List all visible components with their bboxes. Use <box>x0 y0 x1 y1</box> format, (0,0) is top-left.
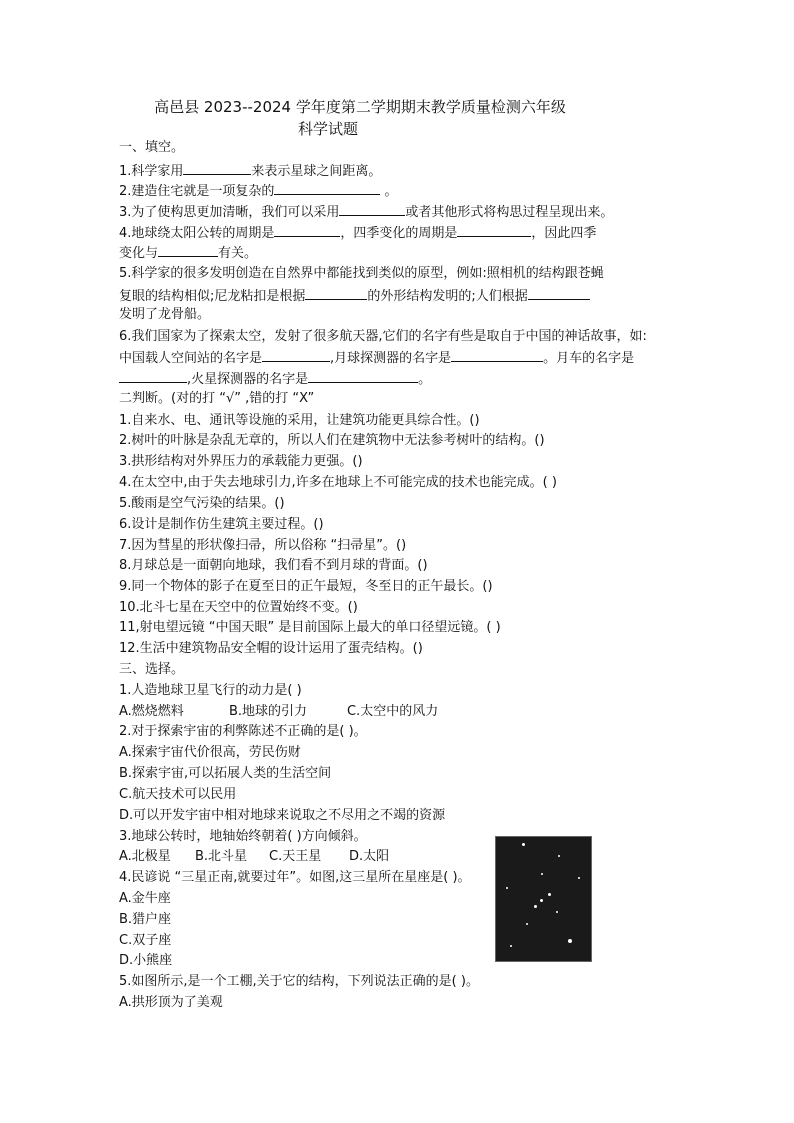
star-icon <box>556 911 558 913</box>
judge-item: 9.同一个物体的影子在夏至日的正午最短，冬至日的正午最长。() <box>119 579 493 594</box>
answer-blank[interactable] <box>262 349 330 362</box>
fill-question-6-line1: 6.我们国家为了探索太空，发射了很多航天器,它们的名字有些是取自于中国的神话故事，如: <box>119 329 647 344</box>
star-icon <box>548 893 551 896</box>
star-icon <box>534 905 537 908</box>
answer-blank[interactable] <box>158 244 218 257</box>
choice-question-3-stem: 3.地球公转时，地轴始终朝着( )方向倾斜。 <box>119 829 367 844</box>
judge-item: 4.在太空中,由于失去地球引力,许多在地球上不可能完成的技术也能完成。( ) <box>119 475 557 490</box>
judge-item: 3.拱形结构对外界压力的承载能力更强。() <box>119 454 363 469</box>
answer-blank[interactable] <box>451 349 543 362</box>
fill-question-5-line2: 复眼的结构相似;尼龙粘扣是根据 的外形结构发明的;人们根据 <box>119 287 590 305</box>
answer-blank[interactable] <box>119 370 187 383</box>
judge-item: 8.月球总是一面朝向地球，我们看不到月球的背面。() <box>119 558 428 573</box>
option-a[interactable]: A.拱形顶为了美观 <box>119 995 223 1010</box>
option-a[interactable]: A.金牛座 <box>119 891 171 906</box>
fill-question-3: 3.为了使构思更加清晰，我们可以采用 或者其他形式将构思过程呈现出来。 <box>119 205 614 220</box>
judge-item: 5.酸雨是空气污染的结果。() <box>119 496 285 511</box>
fill-question-4-line2: 变化与 有关。 <box>119 246 258 261</box>
star-icon <box>540 899 543 902</box>
exam-title: 高邑县 2023--2024 学年度第二学期期末教学质量检测六年级 <box>154 98 566 116</box>
option-d[interactable]: D.小熊座 <box>119 953 173 968</box>
choice-question-3-options <box>119 849 389 865</box>
option-a[interactable]: A.探索宇宙代价很高，劳民伤财 <box>119 745 301 760</box>
star-icon <box>541 873 543 875</box>
fill-question-1: 1.科学家用 来表示星球之间距离。 <box>119 164 382 179</box>
answer-blank[interactable] <box>274 224 340 237</box>
choice-question-5-stem: 5.如图所示,是一个工棚,关于它的结构，下列说法正确的是( )。 <box>119 974 479 989</box>
option-d[interactable]: D.太阳 <box>349 849 390 864</box>
star-icon <box>568 939 572 943</box>
answer-blank[interactable] <box>339 203 405 216</box>
option-b[interactable]: B.探索宇宙,可以拓展人类的生活空间 <box>119 766 332 781</box>
answer-blank[interactable] <box>305 287 367 300</box>
answer-blank[interactable] <box>274 182 380 195</box>
option-b[interactable]: B.猎户座 <box>119 912 172 927</box>
option-b[interactable]: B.地球的引力 <box>229 704 308 719</box>
orion-constellation-photo <box>495 836 592 962</box>
fill-question-2: 2.建造住宅就是一项复杂的 。 <box>119 184 398 199</box>
answer-blank[interactable] <box>308 370 418 383</box>
judge-item: 12.生活中建筑物品安全帽的设计运用了蛋壳结构。() <box>119 641 423 656</box>
option-c[interactable]: C.双子座 <box>119 933 172 948</box>
option-a[interactable]: A.燃烧燃料 <box>119 704 184 719</box>
section3-heading: 三、选择。 <box>119 662 185 677</box>
fill-question-4-line1: 4.地球绕太阳公转的周期是 ，四季变化的周期是 ，因此四季 <box>119 226 597 241</box>
judge-item: 6.设计是制作仿生建筑主要过程。() <box>119 517 324 532</box>
judge-item: 7.因为彗星的形状像扫帚，所以俗称 “扫帚星”。() <box>119 538 407 553</box>
star-icon <box>510 945 512 947</box>
answer-blank[interactable] <box>457 224 531 237</box>
option-c[interactable]: C.太空中的风力 <box>347 704 439 719</box>
answer-blank[interactable] <box>528 287 590 300</box>
option-b[interactable]: B.北斗星 <box>195 849 248 864</box>
option-c[interactable]: C.航天技术可以民用 <box>119 787 237 802</box>
fill-question-5-line3: 发明了龙骨船。 <box>119 307 211 322</box>
judge-item: 2.树叶的叶脉是杂乱无章的，所以人们在建筑物中无法参考树叶的结构。() <box>119 433 545 448</box>
exam-subtitle: 科学试题 <box>297 120 358 138</box>
star-icon <box>522 843 525 846</box>
section1-heading: 一、填空。 <box>119 140 185 155</box>
judge-item: 1.自来水、电、通讯等设施的采用，让建筑功能更具综合性。() <box>119 413 480 428</box>
choice-question-1-stem: 1.人造地球卫星飞行的动力是( ) <box>119 683 302 698</box>
fill-question-6-line2: 中国载人空间站的名字是 ,月球探测器的名字是 。月车的名字是 <box>119 351 635 366</box>
star-icon <box>578 877 580 879</box>
choice-question-2-stem: 2.对于探索宇宙的利弊陈述不正确的是( )。 <box>119 724 367 739</box>
option-c[interactable]: C.天王星 <box>269 849 322 864</box>
answer-blank[interactable] <box>183 162 251 175</box>
section2-heading: 二判断。(对的打 “√” ,错的打 “X” <box>119 391 315 406</box>
choice-question-1-options <box>119 704 438 720</box>
judge-item: 11,射电望远镜 “中国天眼” 是目前国际上最大的单口径望远镜。( ) <box>119 620 501 635</box>
star-icon <box>506 887 508 889</box>
star-icon <box>526 923 528 925</box>
fill-question-5-line1: 5.科学家的很多发明创造在自然界中都能找到类似的原型，例如:照相机的结构跟苍蝇 <box>119 266 604 281</box>
judge-item: 10.北斗七星在天空中的位置始终不变。() <box>119 600 358 615</box>
fill-question-6-line3: ,火星探测器的名字是 。 <box>119 370 431 388</box>
choice-question-4-stem: 4.民谚说 “三星正南,就要过年”。如图,这三星所在星座是( )。 <box>119 870 471 885</box>
option-d[interactable]: D.可以开发宇宙中相对地球来说取之不尽用之不竭的资源 <box>119 808 446 823</box>
option-a[interactable]: A.北极星 <box>119 849 171 864</box>
star-icon <box>558 855 560 857</box>
